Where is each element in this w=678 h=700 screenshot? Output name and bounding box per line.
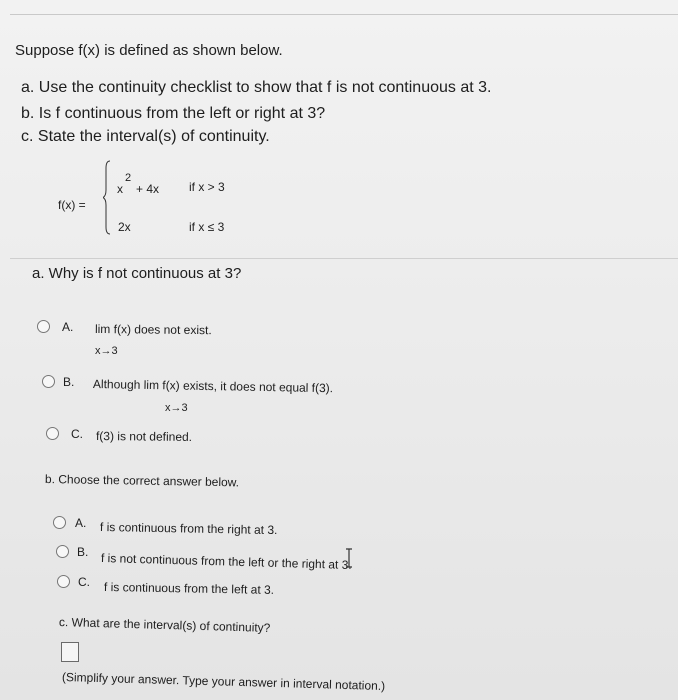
qb-option-b-text[interactable]: f is not continuous from the left or the right at 3. [100, 551, 352, 573]
radio-icon[interactable] [37, 320, 50, 333]
qa-option-b-sub: x→3 [165, 402, 188, 414]
answer-input-box[interactable] [61, 642, 79, 662]
qa-option-c-text[interactable]: f(3) is not defined. [95, 429, 193, 445]
qa-option-a-text[interactable]: lim f(x) does not exist. [94, 322, 212, 338]
question-c-prompt: c. What are the interval(s) of continuity? [58, 615, 271, 635]
case1-base: x [117, 182, 123, 196]
question-a-prompt: a. Why is f not continuous at 3? [32, 265, 242, 282]
part-a-text: a. Use the continuity checklist to show that f is not continuous at 3. [21, 79, 492, 96]
case2-expr: 2x [118, 220, 131, 234]
qa-option-c-letter: C. [71, 427, 83, 441]
qa-option-a-sub: x→3 [95, 345, 118, 357]
radio-icon[interactable] [42, 375, 55, 388]
qb-option-c-text[interactable]: f is continuous from the left at 3. [103, 580, 275, 597]
radio-icon[interactable] [46, 427, 59, 440]
question-b-prompt: b. Choose the correct answer below. [44, 472, 240, 490]
qb-option-a-letter: A. [75, 516, 87, 530]
qb-option-a-text[interactable]: f is continuous from the right at 3. [99, 520, 278, 538]
text-cursor-icon [345, 548, 353, 568]
qb-option-c-letter: C. [78, 575, 90, 589]
qa-option-b-letter: B. [63, 375, 75, 389]
function-lhs: f(x) = [58, 198, 86, 212]
radio-icon[interactable] [57, 575, 70, 588]
part-c-text: c. State the interval(s) of continuity. [21, 128, 270, 145]
qa-option-a-letter: A. [62, 320, 74, 334]
case2-condition: if x ≤ 3 [189, 220, 225, 234]
radio-icon[interactable] [56, 545, 69, 558]
qb-option-b-letter: B. [77, 545, 89, 559]
top-divider [10, 14, 678, 15]
qa-option-b-text[interactable]: Although lim f(x) exists, it does not equal f(3). [92, 377, 334, 396]
part-b-text: b. Is f continuous from the left or right at 3? [21, 105, 326, 122]
intro-text: Suppose f(x) is defined as shown below. [15, 42, 283, 59]
section-divider [10, 258, 678, 259]
question-c-instruction: (Simplify your answer. Type your answer in interval notation.) [61, 670, 386, 694]
brace-icon [103, 160, 111, 235]
case1-condition: if x > 3 [189, 180, 225, 194]
radio-icon[interactable] [53, 516, 66, 529]
case1-rest: + 4x [136, 182, 160, 196]
case1-exponent: 2 [125, 172, 132, 184]
